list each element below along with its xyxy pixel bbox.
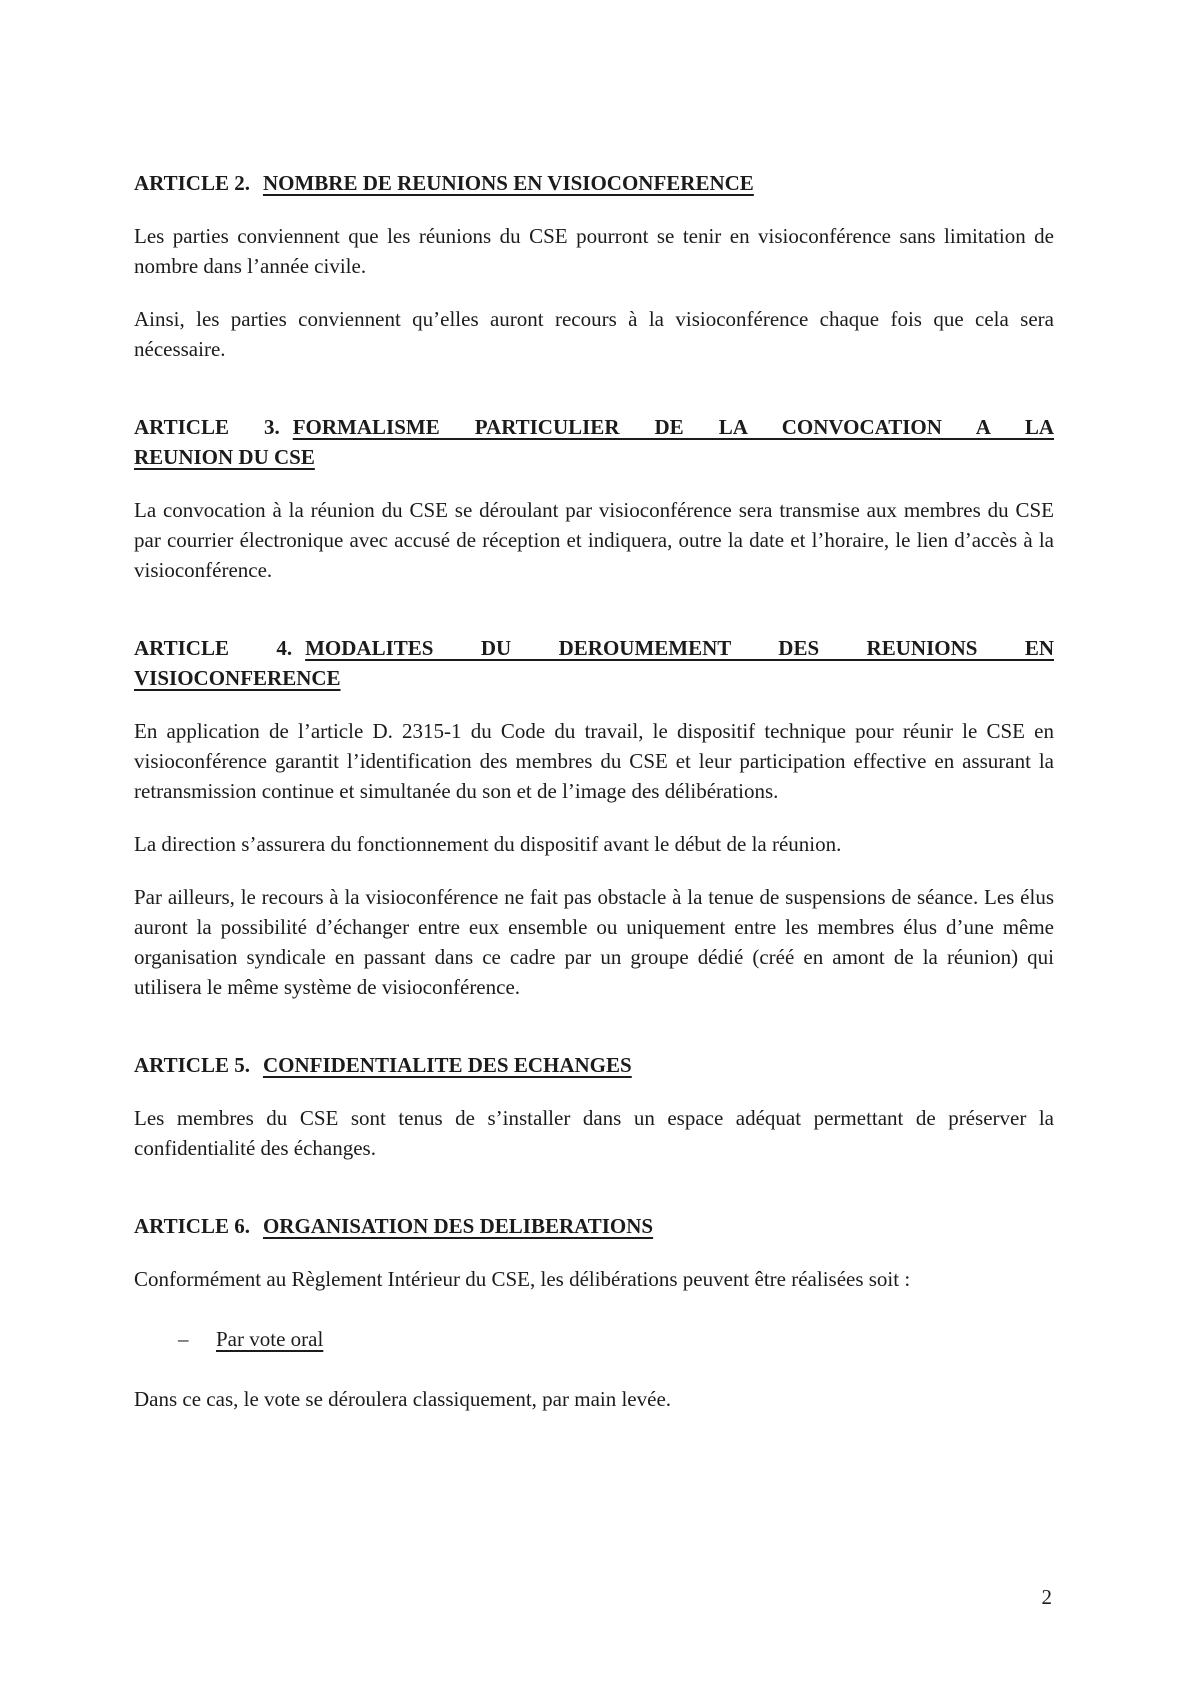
article-4-title-part-2: VISIOCONFERENCE xyxy=(134,666,341,690)
article-2-paragraph-2: Ainsi, les parties conviennent qu’elles auront recours à la visioconférence chaque fois que cela sera nécessaire. xyxy=(134,307,1054,361)
article-3-heading xyxy=(134,412,1054,472)
article-4-label: ARTICLE 4. xyxy=(134,636,293,660)
article-2-heading xyxy=(134,168,1054,198)
article-3-label: ARTICLE 3. xyxy=(134,415,280,439)
article-6-label: ARTICLE 6. xyxy=(134,1214,250,1238)
page-number: 2 xyxy=(1041,1585,1052,1609)
article-3-title-part-2: REUNION DU CSE xyxy=(134,445,315,469)
article-3-paragraph-1: La convocation à la réunion du CSE se déroulant par visioconférence sera transmise aux membres du CSE par courrier électronique avec accusé de réception et indiquera, outre la date et l’horaire, le lien d’accès à la visioconférence. xyxy=(134,498,1054,582)
article-4-paragraph-2: La direction s’assurera du fonctionnement du dispositif avant le début de la réunion. xyxy=(134,832,842,856)
bullet-item-vote-oral xyxy=(134,1324,1054,1354)
article-4-paragraph-1: En application de l’article D. 2315-1 du Code du travail, le dispositif technique pour réunir le CSE en visioconférence garantit l’identification des membres du CSE et leur participation effective en assurant la retransmission continue et simultanée du son et de l’image des délibérations. xyxy=(134,719,1054,803)
bullet-text: Par vote oral xyxy=(216,1327,324,1351)
article-5-heading xyxy=(134,1050,1054,1080)
article-6-title: ORGANISATION DES DELIBERATIONS xyxy=(262,1214,654,1238)
article-4-heading xyxy=(134,633,1054,693)
article-5-heading-line-1 xyxy=(134,1050,1054,1080)
article-2-title: NOMBRE DE REUNIONS EN VISIOCONFERENCE xyxy=(262,171,754,195)
article-4-title-part-1: MODALITES DU DEROUMEMENT DES REUNIONS EN xyxy=(305,636,1054,660)
article-5-title: CONFIDENTIALITE DES ECHANGES xyxy=(262,1053,632,1077)
article-2-label: ARTICLE 2. xyxy=(134,171,250,195)
article-4-heading-line-1 xyxy=(134,633,1054,663)
article-3-title-part-1: FORMALISME PARTICULIER DE LA CONVOCATION A LA xyxy=(292,415,1054,439)
article-6-paragraph-1: Conformément au Règlement Intérieur du CSE, les délibérations peuvent être réalisées soit : xyxy=(134,1267,911,1291)
article-2-paragraph-1: Les parties conviennent que les réunions du CSE pourront se tenir en visioconférence sans limitation de nombre dans l’année civile. xyxy=(134,224,1054,278)
article-4-heading-line-2 xyxy=(134,663,1054,693)
article-3-heading-line-2 xyxy=(134,442,1054,472)
article-5-paragraph-1: Les membres du CSE sont tenus de s’installer dans un espace adéquat permettant de préserver la confidentialité des échanges. xyxy=(134,1106,1054,1160)
article-3-heading-line-1 xyxy=(134,412,1054,442)
article-2-heading-line-1 xyxy=(134,168,1054,198)
article-6-paragraph-2: Dans ce cas, le vote se déroulera classiquement, par main levée. xyxy=(134,1387,672,1411)
bullet-dash: – xyxy=(178,1327,189,1351)
article-5-label: ARTICLE 5. xyxy=(134,1053,250,1077)
article-6-heading xyxy=(134,1211,1054,1241)
document-content xyxy=(134,168,1054,1437)
article-6-heading-line-1 xyxy=(134,1211,1054,1241)
article-4-paragraph-3: Par ailleurs, le recours à la visioconférence ne fait pas obstacle à la tenue de suspensions de séance. Les élus auront la possibilité d’échanger entre eux ensemble ou uniquement entre les membres élus d’une même organisation syndicale en passant dans ce cadre par un groupe dédié (créé en amont de la réunion) qui utilisera le même système de visioconférence. xyxy=(134,885,1054,999)
